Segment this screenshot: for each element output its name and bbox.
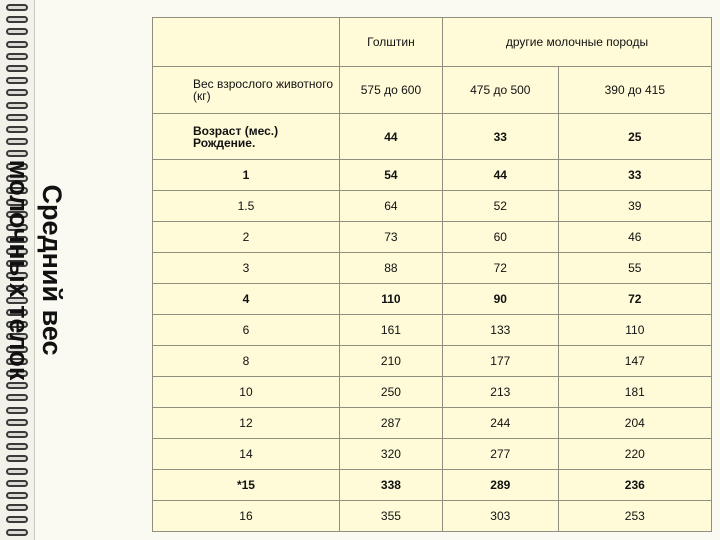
age-cell: 16 (153, 501, 340, 532)
other-breed-1-weight-cell: 244 (442, 408, 558, 439)
spiral-ring (6, 150, 28, 157)
other-breed-2-weight-cell: 72 (558, 284, 711, 315)
spiral-ring (6, 65, 28, 72)
table-row (153, 470, 712, 501)
spiral-ring (6, 4, 28, 11)
vertical-title (2, 160, 68, 381)
birth-other-1: 33 (442, 114, 558, 160)
table-row (153, 315, 712, 346)
spiral-ring (6, 394, 28, 401)
other-breed-1-weight-cell: 213 (442, 377, 558, 408)
table-row (153, 222, 712, 253)
age-cell: 8 (153, 346, 340, 377)
spiral-ring (6, 443, 28, 450)
heifer-weight-table (152, 17, 712, 532)
other-breed-1-weight-cell: 44 (442, 160, 558, 191)
spiral-ring (6, 138, 28, 145)
header-empty-cell (153, 18, 340, 67)
header-other-breeds: другие молочные породы (442, 18, 711, 67)
holstein-weight-cell: 88 (339, 253, 442, 284)
table-row (153, 408, 712, 439)
spiral-ring (6, 468, 28, 475)
spiral-ring (6, 492, 28, 499)
holstein-weight-cell: 64 (339, 191, 442, 222)
table-body (153, 160, 712, 532)
age-cell: 10 (153, 377, 340, 408)
table-header-row (153, 18, 712, 67)
age-cell: 14 (153, 439, 340, 470)
birth-other-2: 25 (558, 114, 711, 160)
spiral-ring (6, 126, 28, 133)
holstein-weight-cell: 54 (339, 160, 442, 191)
title-line-2: молочных телок (4, 159, 34, 381)
other-breed-1-weight-cell: 277 (442, 439, 558, 470)
spiral-ring (6, 53, 28, 60)
age-cell: *15 (153, 470, 340, 501)
other-breed-1-weight-cell: 52 (442, 191, 558, 222)
other-breed-2-weight-cell: 147 (558, 346, 711, 377)
birth-row (153, 114, 712, 160)
spiral-ring (6, 89, 28, 96)
header-holstein: Голштин (339, 18, 442, 67)
age-cell: 4 (153, 284, 340, 315)
other-breed-2-weight-cell: 39 (558, 191, 711, 222)
holstein-weight-cell: 161 (339, 315, 442, 346)
spiral-ring (6, 419, 28, 426)
adult-weight-holstein: 575 до 600 (339, 67, 442, 114)
holstein-weight-cell: 73 (339, 222, 442, 253)
other-breed-1-weight-cell: 133 (442, 315, 558, 346)
holstein-weight-cell: 355 (339, 501, 442, 532)
holstein-weight-cell: 320 (339, 439, 442, 470)
adult-weight-row (153, 67, 712, 114)
table-row (153, 439, 712, 470)
other-breed-2-weight-cell: 253 (558, 501, 711, 532)
other-breed-2-weight-cell: 46 (558, 222, 711, 253)
adult-weight-other-1: 475 до 500 (442, 67, 558, 114)
holstein-weight-cell: 210 (339, 346, 442, 377)
spiral-ring (6, 431, 28, 438)
other-breed-2-weight-cell: 204 (558, 408, 711, 439)
spiral-ring (6, 114, 28, 121)
other-breed-1-weight-cell: 90 (442, 284, 558, 315)
other-breed-2-weight-cell: 110 (558, 315, 711, 346)
spiral-ring (6, 529, 28, 536)
table-row (153, 377, 712, 408)
table-row (153, 284, 712, 315)
spiral-ring (6, 516, 28, 523)
other-breed-2-weight-cell: 236 (558, 470, 711, 501)
age-cell: 6 (153, 315, 340, 346)
adult-weight-label: Вес взрослого животного (кг) (153, 67, 340, 114)
holstein-weight-cell: 110 (339, 284, 442, 315)
adult-weight-other-2: 390 до 415 (558, 67, 711, 114)
birth-label: Возраст (мес.) Рождение. (153, 114, 340, 160)
spiral-ring (6, 102, 28, 109)
other-breed-2-weight-cell: 220 (558, 439, 711, 470)
age-cell: 12 (153, 408, 340, 439)
age-cell: 2 (153, 222, 340, 253)
spiral-ring (6, 382, 28, 389)
table-row (153, 346, 712, 377)
other-breed-2-weight-cell: 33 (558, 160, 711, 191)
title-line-1: Средний вес (37, 184, 67, 356)
table-row (153, 501, 712, 532)
spiral-ring (6, 77, 28, 84)
spiral-ring (6, 41, 28, 48)
age-cell: 1 (153, 160, 340, 191)
other-breed-1-weight-cell: 303 (442, 501, 558, 532)
spiral-ring (6, 504, 28, 511)
table-row (153, 191, 712, 222)
spiral-ring (6, 480, 28, 487)
holstein-weight-cell: 338 (339, 470, 442, 501)
holstein-weight-cell: 287 (339, 408, 442, 439)
table-row (153, 160, 712, 191)
age-cell: 3 (153, 253, 340, 284)
holstein-weight-cell: 250 (339, 377, 442, 408)
spiral-ring (6, 28, 28, 35)
other-breed-1-weight-cell: 177 (442, 346, 558, 377)
spiral-ring (6, 455, 28, 462)
table-row (153, 253, 712, 284)
spiral-ring (6, 407, 28, 414)
other-breed-1-weight-cell: 60 (442, 222, 558, 253)
other-breed-2-weight-cell: 55 (558, 253, 711, 284)
age-cell: 1.5 (153, 191, 340, 222)
spiral-ring (6, 16, 28, 23)
birth-holstein: 44 (339, 114, 442, 160)
other-breed-2-weight-cell: 181 (558, 377, 711, 408)
other-breed-1-weight-cell: 289 (442, 470, 558, 501)
other-breed-1-weight-cell: 72 (442, 253, 558, 284)
